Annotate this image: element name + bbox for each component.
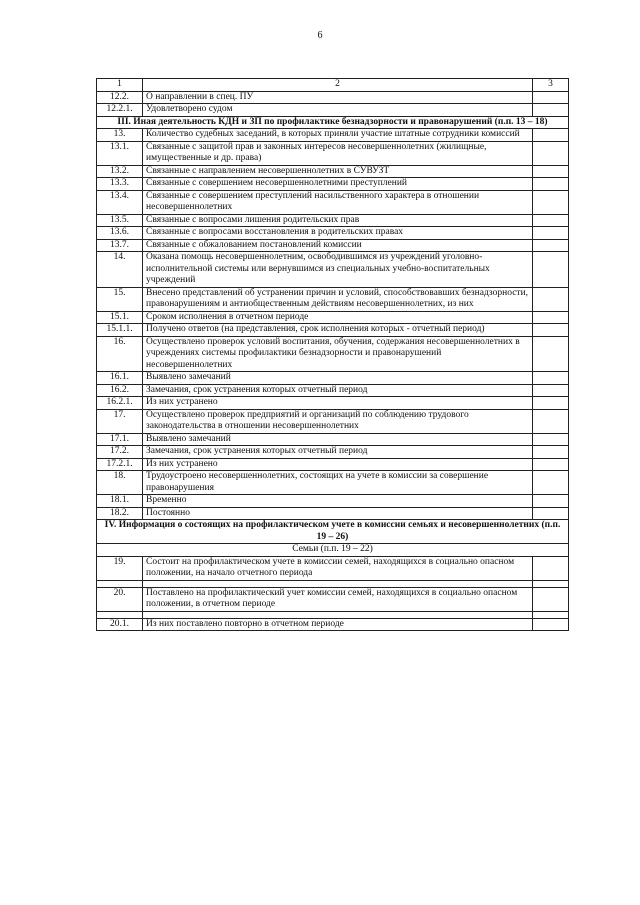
table-row — [97, 178, 569, 191]
value-cell — [533, 471, 569, 495]
item-description: Оказана помощь несовершеннолетним, освободившимся из учреждений уголовно-исполнительной системы или вернувшимся из специальных учебно-воспитательных учреждений — [143, 252, 533, 288]
item-description: Связанные с защитой прав и законных интересов несовершеннолетних (жилищные, имущественные и др. права) — [143, 141, 533, 165]
empty-cell — [533, 611, 569, 618]
spacer-row — [97, 611, 569, 618]
item-description: Из них устранено — [143, 397, 533, 410]
item-description: Выявлено замечаний — [143, 433, 533, 446]
value-cell — [533, 409, 569, 433]
value-cell — [533, 178, 569, 191]
value-cell — [533, 458, 569, 471]
item-number: 13.3. — [97, 178, 143, 191]
item-description: Связанные с направлением несовершеннолетних в СУВУЗТ — [143, 165, 533, 178]
value-cell — [533, 287, 569, 311]
value-cell — [533, 239, 569, 252]
table-row — [97, 507, 569, 520]
value-cell — [533, 252, 569, 288]
item-description: Из них поставлено повторно в отчетном периоде — [143, 618, 533, 631]
item-number: 13. — [97, 129, 143, 142]
value-cell — [533, 507, 569, 520]
empty-cell — [97, 611, 143, 618]
value-cell — [533, 397, 569, 410]
value-cell — [533, 227, 569, 240]
item-description: Временно — [143, 495, 533, 508]
table-row — [97, 129, 569, 142]
page-number: 6 — [317, 30, 323, 41]
item-description: Внесено представлений об устранении причин и условий, способствовавших безнадзорности, правонарушениям и антиобщественным действиям несовершеннолетних, из них — [143, 287, 533, 311]
value-cell — [533, 129, 569, 142]
item-number: 13.6. — [97, 227, 143, 240]
item-number: 15.1.1. — [97, 324, 143, 337]
item-number: 14. — [97, 252, 143, 288]
report-table — [96, 78, 569, 631]
item-number: 13.7. — [97, 239, 143, 252]
item-number: 16.2. — [97, 384, 143, 397]
item-number: 13.1. — [97, 141, 143, 165]
table-row — [97, 397, 569, 410]
item-number: 16. — [97, 336, 143, 372]
item-number: 15. — [97, 287, 143, 311]
value-cell — [533, 311, 569, 324]
item-description: О направлении в спец. ПУ — [143, 91, 533, 104]
item-description: Связанные с совершением несовершеннолетними преступлений — [143, 178, 533, 191]
value-cell — [533, 141, 569, 165]
item-number: 17.2. — [97, 446, 143, 459]
section-title: III. Иная деятельность КДН и ЗП по профилактике безнадзорности и правонарушений (п.п. 13 – 18) — [97, 116, 569, 129]
table-row — [97, 141, 569, 165]
item-description: Замечания, срок устранения которых отчетный период — [143, 384, 533, 397]
table-row — [97, 252, 569, 288]
table-row — [97, 336, 569, 372]
value-cell — [533, 104, 569, 117]
item-number: 15.1. — [97, 311, 143, 324]
value-cell — [533, 495, 569, 508]
empty-cell — [533, 580, 569, 587]
table-row — [97, 372, 569, 385]
item-number: 12.2. — [97, 91, 143, 104]
item-number: 18.2. — [97, 507, 143, 520]
item-description: Постоянно — [143, 507, 533, 520]
item-description: Связанные с обжалованием постановлений комиссии — [143, 239, 533, 252]
item-number: 16.1. — [97, 372, 143, 385]
value-cell — [533, 384, 569, 397]
item-number: 18. — [97, 471, 143, 495]
table-row — [97, 324, 569, 337]
value-cell — [533, 336, 569, 372]
empty-cell — [143, 580, 533, 587]
table-row — [97, 239, 569, 252]
subsection-title: Семьи (п.п. 19 – 22) — [97, 544, 569, 557]
column-header: 1 — [97, 79, 143, 92]
table-row — [97, 384, 569, 397]
item-number: 16.2.1. — [97, 397, 143, 410]
subsection-header-row — [97, 544, 569, 557]
section-header-row — [97, 116, 569, 129]
table-row — [97, 190, 569, 214]
table-row — [97, 214, 569, 227]
empty-cell — [97, 580, 143, 587]
item-number: 20. — [97, 587, 143, 611]
table-row — [97, 91, 569, 104]
item-number: 19. — [97, 556, 143, 580]
table-row — [97, 433, 569, 446]
table-row — [97, 446, 569, 459]
empty-cell — [143, 611, 533, 618]
item-number: 17.1. — [97, 433, 143, 446]
item-description: Трудоустроено несовершеннолетних, состоящих на учете в комиссии за совершение правонарушения — [143, 471, 533, 495]
value-cell — [533, 446, 569, 459]
column-header: 2 — [143, 79, 533, 92]
value-cell — [533, 556, 569, 580]
item-description: Связанные с совершением преступлений насильственного характера в отношении несовершеннолетних — [143, 190, 533, 214]
value-cell — [533, 618, 569, 631]
table-row — [97, 165, 569, 178]
table-row — [97, 495, 569, 508]
value-cell — [533, 324, 569, 337]
item-description: Получено ответов (на представления, срок исполнения которых - отчетный период) — [143, 324, 533, 337]
item-number: 17. — [97, 409, 143, 433]
item-description: Связанные с вопросами лишения родительских прав — [143, 214, 533, 227]
value-cell — [533, 165, 569, 178]
table-row — [97, 287, 569, 311]
item-number: 13.2. — [97, 165, 143, 178]
table-row — [97, 618, 569, 631]
item-description: Количество судебных заседаний, в которых приняли участие штатные сотрудники комиссий — [143, 129, 533, 142]
table-row — [97, 409, 569, 433]
item-number: 20.1. — [97, 618, 143, 631]
item-description: Осуществлено проверок условий воспитания, обучения, содержания несовершеннолетних в учреждениях системы профилактики безнадзорности и правонарушений несовершеннолетних — [143, 336, 533, 372]
item-number: 13.4. — [97, 190, 143, 214]
item-description: Выявлено замечаний — [143, 372, 533, 385]
item-number: 17.2.1. — [97, 458, 143, 471]
item-description: Из них устранено — [143, 458, 533, 471]
table-row — [97, 587, 569, 611]
item-number: 12.2.1. — [97, 104, 143, 117]
value-cell — [533, 91, 569, 104]
item-number: 18.1. — [97, 495, 143, 508]
column-header-row — [97, 79, 569, 92]
item-number: 13.5. — [97, 214, 143, 227]
value-cell — [533, 190, 569, 214]
item-description: Связанные с вопросами восстановления в родительских правах — [143, 227, 533, 240]
table-row — [97, 104, 569, 117]
item-description: Удовлетворено судом — [143, 104, 533, 117]
table-row — [97, 556, 569, 580]
section-header-row — [97, 520, 569, 544]
table-row — [97, 458, 569, 471]
value-cell — [533, 433, 569, 446]
item-description: Замечания, срок устранения которых отчетный период — [143, 446, 533, 459]
item-description: Осуществлено проверок предприятий и организаций по соблюдению трудового законодательства в отношении несовершеннолетних — [143, 409, 533, 433]
table-row — [97, 471, 569, 495]
value-cell — [533, 214, 569, 227]
item-description: Поставлено на профилактический учет комиссии семей, находящихся в социально опасном положении, в отчетном периоде — [143, 587, 533, 611]
table-row — [97, 227, 569, 240]
item-description: Сроком исполнения в отчетном периоде — [143, 311, 533, 324]
spacer-row — [97, 580, 569, 587]
table-row — [97, 311, 569, 324]
value-cell — [533, 372, 569, 385]
value-cell — [533, 587, 569, 611]
item-description: Состоит на профилактическом учете в комиссии семей, находящихся в социально опасном положении, на начало отчетного периода — [143, 556, 533, 580]
column-header: 3 — [533, 79, 569, 92]
section-title: IV. Информация о состоящих на профилактическом учете в комиссии семьях и несовершеннолетних (п.п. 19 – 26) — [97, 520, 569, 544]
